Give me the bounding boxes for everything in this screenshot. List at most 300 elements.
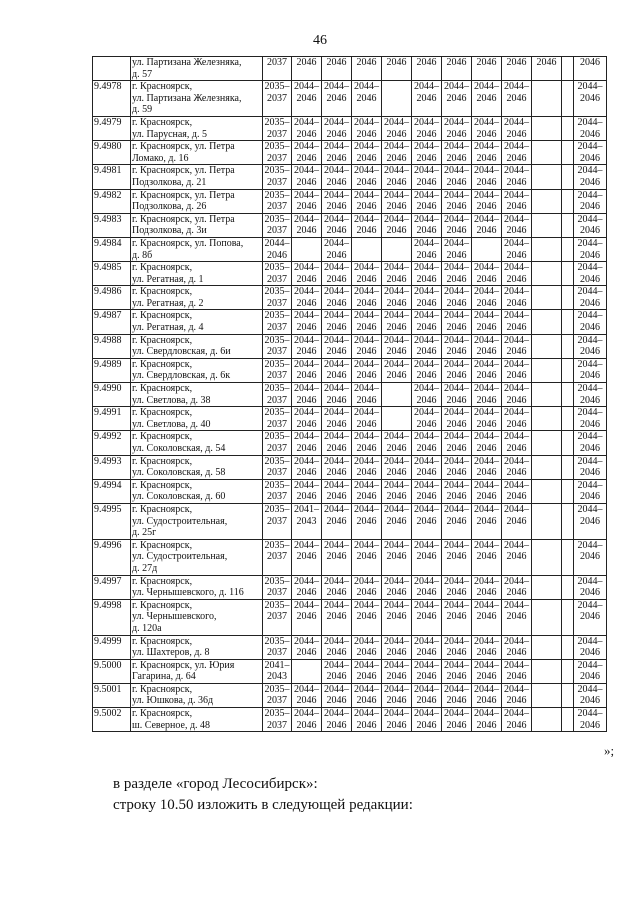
period-cell bbox=[263, 431, 292, 455]
period-line: 2046 bbox=[476, 647, 497, 659]
period-line: 2044– bbox=[294, 383, 319, 395]
period-line: 2044– bbox=[294, 213, 319, 225]
period-cell bbox=[382, 334, 412, 358]
period-line: 2044– bbox=[474, 189, 499, 201]
period-line: 2044– bbox=[577, 165, 603, 177]
period-line: 2046 bbox=[506, 551, 527, 563]
period-line: 2046 bbox=[326, 370, 347, 382]
period-line: 2044– bbox=[294, 189, 319, 201]
period-line: 2044– bbox=[444, 539, 469, 551]
period-line: 2046 bbox=[296, 467, 317, 479]
period-cell bbox=[574, 479, 607, 503]
period-cell bbox=[412, 237, 442, 261]
period-cell bbox=[292, 262, 322, 286]
period-cell bbox=[322, 539, 352, 575]
period-line: 2044– bbox=[444, 659, 469, 671]
period-line: 2046 bbox=[506, 346, 527, 358]
period-cell bbox=[502, 189, 532, 213]
period-line: 2044– bbox=[577, 189, 603, 201]
row-number: 9.4982 bbox=[93, 189, 131, 213]
period-cell bbox=[472, 57, 502, 81]
period-cell bbox=[263, 708, 292, 732]
period-cell bbox=[562, 116, 574, 140]
period-line: 2046 bbox=[356, 551, 377, 563]
period-line: 2046 bbox=[386, 647, 407, 659]
period-cell bbox=[382, 455, 412, 479]
period-line: 2037 bbox=[267, 322, 287, 334]
period-cell bbox=[532, 708, 562, 732]
address-line: ул. Судостроительная, bbox=[132, 515, 228, 527]
period-line: 2044– bbox=[324, 358, 349, 370]
period-cell bbox=[352, 683, 382, 707]
period-line: 2044– bbox=[414, 141, 439, 153]
period-line: 2035– bbox=[264, 479, 290, 491]
period-cell bbox=[352, 141, 382, 165]
period-cell bbox=[472, 635, 502, 659]
period-line: 2044– bbox=[474, 659, 499, 671]
period-cell bbox=[322, 213, 352, 237]
period-cell bbox=[472, 683, 502, 707]
table-row bbox=[93, 575, 607, 599]
address-cell bbox=[131, 57, 263, 81]
period-cell bbox=[472, 165, 502, 189]
address-cell bbox=[131, 358, 263, 382]
period-line: 2035– bbox=[264, 116, 290, 128]
table-row bbox=[93, 310, 607, 334]
period-line: 2044– bbox=[294, 81, 319, 93]
address-line: ул. Партизана Железняка, bbox=[132, 92, 242, 104]
period-line: 2046 bbox=[506, 176, 527, 188]
period-line: 2044– bbox=[384, 358, 409, 370]
period-line: 2044– bbox=[474, 708, 499, 720]
address-cell bbox=[131, 237, 263, 261]
period-cell bbox=[412, 358, 442, 382]
address-line: ул. Светлова, д. 38 bbox=[132, 394, 211, 406]
period-line: 2046 bbox=[476, 322, 497, 334]
period-cell bbox=[532, 455, 562, 479]
address-line: г. Красноярск, bbox=[132, 539, 193, 551]
period-line: 2046 bbox=[386, 297, 407, 309]
period-line: 2046 bbox=[326, 201, 347, 213]
period-cell bbox=[322, 708, 352, 732]
period-cell bbox=[574, 431, 607, 455]
period-line: 2044– bbox=[294, 286, 319, 298]
period-cell bbox=[322, 431, 352, 455]
address-line: д. 120а bbox=[132, 622, 162, 634]
period-cell bbox=[562, 358, 574, 382]
period-cell bbox=[574, 575, 607, 599]
instruction-paragraph: строку 10.50 изложить в следующей редакции: bbox=[113, 797, 413, 813]
period-line: 2046 bbox=[386, 491, 407, 503]
period-cell bbox=[502, 708, 532, 732]
period-line: 2046 bbox=[416, 201, 437, 213]
period-cell bbox=[292, 116, 322, 140]
period-line: 2046 bbox=[580, 201, 600, 213]
period-line: 2046 bbox=[356, 695, 377, 707]
period-line: 2044– bbox=[294, 455, 319, 467]
period-cell bbox=[562, 262, 574, 286]
period-cell bbox=[442, 599, 472, 635]
period-cell bbox=[382, 189, 412, 213]
period-line: 2046 bbox=[326, 587, 347, 599]
row-number: 9.4981 bbox=[93, 165, 131, 189]
period-line: 2046 bbox=[416, 515, 437, 527]
period-cell bbox=[472, 116, 502, 140]
period-line: 2044– bbox=[324, 503, 349, 515]
period-line: 2046 bbox=[296, 695, 317, 707]
address-line: г. Красноярск, ул. Попова, bbox=[132, 237, 244, 249]
period-line: 2046 bbox=[356, 128, 377, 140]
period-line: 2044– bbox=[504, 659, 529, 671]
period-cell bbox=[532, 383, 562, 407]
period-cell bbox=[562, 659, 574, 683]
address-line: г. Красноярск, bbox=[132, 262, 193, 274]
period-line: 2044– bbox=[294, 407, 319, 419]
period-cell bbox=[322, 575, 352, 599]
address-line: ул. Чернышевского, bbox=[132, 611, 217, 623]
period-line: 2044– bbox=[504, 116, 529, 128]
address-cell bbox=[131, 539, 263, 575]
address-line: ул. Юшкова, д. 36д bbox=[132, 695, 214, 707]
address-cell bbox=[131, 213, 263, 237]
period-line: 2044– bbox=[294, 431, 319, 443]
period-line: 2035– bbox=[264, 81, 290, 93]
period-cell bbox=[442, 358, 472, 382]
period-line: 2044– bbox=[384, 189, 409, 201]
period-line: 2046 bbox=[296, 92, 317, 104]
period-cell bbox=[472, 479, 502, 503]
period-cell bbox=[532, 431, 562, 455]
period-line: 2044– bbox=[504, 262, 529, 274]
period-line: 2046 bbox=[296, 57, 317, 68]
period-line: 2044– bbox=[384, 659, 409, 671]
period-line: 2044– bbox=[474, 599, 499, 611]
period-line: 2046 bbox=[506, 273, 527, 285]
period-line: 2046 bbox=[386, 515, 407, 527]
period-line: 2046 bbox=[580, 491, 600, 503]
period-cell bbox=[562, 479, 574, 503]
period-cell bbox=[562, 431, 574, 455]
period-line: 2046 bbox=[580, 152, 600, 164]
period-line: 2035– bbox=[264, 383, 290, 395]
table-row bbox=[93, 81, 607, 117]
period-line: 2046 bbox=[326, 249, 347, 261]
period-line: 2044– bbox=[414, 286, 439, 298]
period-cell bbox=[532, 310, 562, 334]
period-line: 2044– bbox=[324, 455, 349, 467]
period-cell bbox=[382, 479, 412, 503]
period-line: 2044– bbox=[577, 286, 603, 298]
period-line: 2046 bbox=[296, 491, 317, 503]
address-line: г. Красноярск, bbox=[132, 358, 193, 370]
period-cell bbox=[263, 539, 292, 575]
period-line: 2044– bbox=[577, 116, 603, 128]
period-line: 2046 bbox=[476, 587, 497, 599]
period-cell bbox=[532, 575, 562, 599]
period-cell bbox=[472, 708, 502, 732]
period-cell bbox=[322, 479, 352, 503]
address-cell bbox=[131, 165, 263, 189]
period-line: 2046 bbox=[506, 201, 527, 213]
period-cell bbox=[352, 213, 382, 237]
period-line: 2046 bbox=[506, 515, 527, 527]
period-line: 2044– bbox=[414, 407, 439, 419]
period-line: 2046 bbox=[386, 611, 407, 623]
period-cell bbox=[562, 708, 574, 732]
section-paragraph: в разделе «город Лесосибирск»: bbox=[113, 776, 318, 792]
address-line: г. Красноярск, bbox=[132, 708, 193, 720]
row-number: 9.4986 bbox=[93, 286, 131, 310]
address-cell bbox=[131, 407, 263, 431]
period-line: 2046 bbox=[580, 551, 600, 563]
period-cell bbox=[532, 539, 562, 575]
closing-quote: »; bbox=[604, 743, 615, 758]
period-line: 2037 bbox=[267, 587, 287, 599]
period-cell bbox=[442, 575, 472, 599]
period-line: 2044– bbox=[414, 575, 439, 587]
period-cell bbox=[382, 57, 412, 81]
period-line: 2035– bbox=[264, 599, 290, 611]
period-line: 2044– bbox=[474, 262, 499, 274]
period-line: 2037 bbox=[267, 467, 287, 479]
period-line: 2046 bbox=[296, 551, 317, 563]
period-line: 2044– bbox=[504, 286, 529, 298]
address-line: д. 59 bbox=[132, 104, 153, 116]
period-cell bbox=[502, 431, 532, 455]
period-cell bbox=[292, 683, 322, 707]
period-line: 2044– bbox=[474, 383, 499, 395]
period-cell bbox=[574, 635, 607, 659]
period-line: 2044– bbox=[414, 683, 439, 695]
period-cell bbox=[562, 213, 574, 237]
period-line: 2046 bbox=[296, 370, 317, 382]
period-line: 2046 bbox=[580, 176, 600, 188]
period-line: 2046 bbox=[267, 249, 287, 261]
period-cell bbox=[412, 213, 442, 237]
period-line: 2046 bbox=[580, 443, 600, 454]
period-line: 2046 bbox=[326, 443, 347, 454]
address-cell bbox=[131, 141, 263, 165]
period-cell bbox=[502, 237, 532, 261]
period-cell bbox=[442, 165, 472, 189]
period-cell bbox=[382, 358, 412, 382]
address-cell bbox=[131, 383, 263, 407]
period-line: 2035– bbox=[264, 358, 290, 370]
period-line: 2046 bbox=[580, 467, 600, 479]
period-cell bbox=[502, 141, 532, 165]
period-cell bbox=[412, 383, 442, 407]
table-row bbox=[93, 165, 607, 189]
period-cell bbox=[562, 237, 574, 261]
period-line: 2044– bbox=[354, 431, 379, 443]
period-line: 2046 bbox=[386, 719, 407, 731]
address-line: ул. Соколовская, д. 60 bbox=[132, 491, 226, 503]
period-line: 2046 bbox=[446, 443, 467, 454]
address-line: г. Красноярск, bbox=[132, 431, 193, 443]
row-number bbox=[93, 57, 131, 81]
row-number: 9.4987 bbox=[93, 310, 131, 334]
period-line: 2044– bbox=[504, 358, 529, 370]
period-line: 2046 bbox=[506, 671, 527, 683]
period-cell bbox=[574, 503, 607, 539]
period-line: 2044– bbox=[324, 479, 349, 491]
period-line: 2046 bbox=[506, 443, 527, 454]
register-table bbox=[92, 56, 607, 732]
period-line: 2044– bbox=[504, 310, 529, 322]
period-line: 2044– bbox=[354, 575, 379, 587]
period-line: 2044– bbox=[264, 237, 290, 249]
period-line: 2046 bbox=[296, 587, 317, 599]
address-cell bbox=[131, 708, 263, 732]
period-line: 2044– bbox=[354, 503, 379, 515]
period-line: 2046 bbox=[386, 346, 407, 358]
period-line: 2037 bbox=[267, 491, 287, 503]
period-cell bbox=[292, 286, 322, 310]
row-number: 9.4995 bbox=[93, 503, 131, 539]
period-line: 2046 bbox=[326, 671, 347, 683]
period-cell bbox=[322, 503, 352, 539]
period-cell bbox=[472, 189, 502, 213]
period-line: 2043 bbox=[296, 515, 317, 527]
period-cell bbox=[412, 310, 442, 334]
period-cell bbox=[574, 286, 607, 310]
period-line: 2046 bbox=[506, 225, 527, 237]
address-cell bbox=[131, 189, 263, 213]
period-cell bbox=[412, 407, 442, 431]
period-cell bbox=[574, 213, 607, 237]
row-number: 9.4993 bbox=[93, 455, 131, 479]
period-cell bbox=[292, 334, 322, 358]
period-cell bbox=[292, 455, 322, 479]
period-cell bbox=[352, 575, 382, 599]
period-cell bbox=[562, 165, 574, 189]
row-number: 9.4988 bbox=[93, 334, 131, 358]
period-line: 2046 bbox=[326, 695, 347, 707]
address-line: ул. Парусная, д. 5 bbox=[132, 128, 207, 140]
period-line: 2044– bbox=[577, 213, 603, 225]
period-line: 2044– bbox=[577, 431, 603, 443]
period-line: 2046 bbox=[356, 467, 377, 479]
period-line: 2046 bbox=[356, 671, 377, 683]
period-line: 2044– bbox=[384, 262, 409, 274]
period-line: 2035– bbox=[264, 165, 290, 177]
period-line: 2046 bbox=[580, 647, 600, 659]
period-cell bbox=[502, 479, 532, 503]
period-cell bbox=[322, 358, 352, 382]
period-cell bbox=[574, 237, 607, 261]
period-line: 2044– bbox=[324, 635, 349, 647]
period-line: 2044– bbox=[474, 479, 499, 491]
period-line: 2044– bbox=[577, 383, 603, 395]
period-cell bbox=[442, 116, 472, 140]
period-line: 2046 bbox=[416, 225, 437, 237]
period-cell bbox=[442, 431, 472, 455]
period-line: 2044– bbox=[294, 708, 319, 720]
period-cell bbox=[352, 334, 382, 358]
period-line: 2046 bbox=[296, 346, 317, 358]
period-line: 2044– bbox=[577, 141, 603, 153]
period-line: 2046 bbox=[386, 671, 407, 683]
period-cell bbox=[352, 479, 382, 503]
period-line: 2044– bbox=[577, 539, 603, 551]
period-cell bbox=[412, 189, 442, 213]
period-line: 2044– bbox=[504, 683, 529, 695]
period-line: 2037 bbox=[267, 225, 287, 237]
period-cell bbox=[574, 708, 607, 732]
address-cell bbox=[131, 455, 263, 479]
period-cell bbox=[574, 81, 607, 117]
period-line: 2046 bbox=[326, 273, 347, 285]
period-line: 2046 bbox=[446, 587, 467, 599]
period-line: 2044– bbox=[294, 539, 319, 551]
period-cell bbox=[532, 358, 562, 382]
period-line: 2044– bbox=[324, 539, 349, 551]
period-cell bbox=[292, 165, 322, 189]
period-line: 2044– bbox=[474, 575, 499, 587]
period-cell bbox=[532, 479, 562, 503]
table-row bbox=[93, 189, 607, 213]
period-line: 2046 bbox=[446, 57, 467, 68]
period-line: 2044– bbox=[414, 479, 439, 491]
address-line: г. Красноярск, bbox=[132, 81, 193, 93]
period-line: 2046 bbox=[386, 370, 407, 382]
period-line: 2046 bbox=[326, 297, 347, 309]
period-line: 2046 bbox=[476, 92, 497, 104]
period-line: 2046 bbox=[506, 587, 527, 599]
period-line: 2044– bbox=[294, 358, 319, 370]
period-line: 2046 bbox=[356, 370, 377, 382]
period-line: 2044– bbox=[384, 310, 409, 322]
period-cell bbox=[532, 334, 562, 358]
period-cell bbox=[322, 635, 352, 659]
period-line: 2046 bbox=[446, 346, 467, 358]
period-line: 2046 bbox=[446, 719, 467, 731]
table-row bbox=[93, 455, 607, 479]
address-line: ул. Регатная, д. 1 bbox=[132, 273, 204, 285]
row-number: 9.4989 bbox=[93, 358, 131, 382]
period-line: 2046 bbox=[446, 370, 467, 382]
address-line: Гагарина, д. 64 bbox=[132, 671, 196, 683]
row-number: 9.4994 bbox=[93, 479, 131, 503]
period-cell bbox=[532, 237, 562, 261]
period-cell bbox=[562, 189, 574, 213]
period-line: 2044– bbox=[444, 189, 469, 201]
period-line: 2044– bbox=[324, 81, 349, 93]
period-line: 2046 bbox=[296, 152, 317, 164]
period-cell bbox=[442, 407, 472, 431]
period-cell bbox=[382, 635, 412, 659]
period-cell bbox=[502, 358, 532, 382]
period-line: 2041– bbox=[294, 503, 319, 515]
period-line: 2044– bbox=[504, 708, 529, 720]
period-line: 2044– bbox=[384, 708, 409, 720]
table-row bbox=[93, 358, 607, 382]
period-line: 2046 bbox=[580, 273, 600, 285]
period-line: 2046 bbox=[326, 647, 347, 659]
period-cell bbox=[574, 358, 607, 382]
period-cell bbox=[382, 310, 412, 334]
period-line: 2046 bbox=[416, 611, 437, 623]
period-line: 2044– bbox=[324, 189, 349, 201]
period-line: 2046 bbox=[296, 322, 317, 334]
period-line: 2046 bbox=[386, 695, 407, 707]
period-line: 2035– bbox=[264, 141, 290, 153]
period-line: 2046 bbox=[506, 695, 527, 707]
period-line: 2046 bbox=[446, 273, 467, 285]
period-line: 2044– bbox=[577, 334, 603, 346]
period-line: 2044– bbox=[294, 334, 319, 346]
period-line: 2044– bbox=[577, 503, 603, 515]
